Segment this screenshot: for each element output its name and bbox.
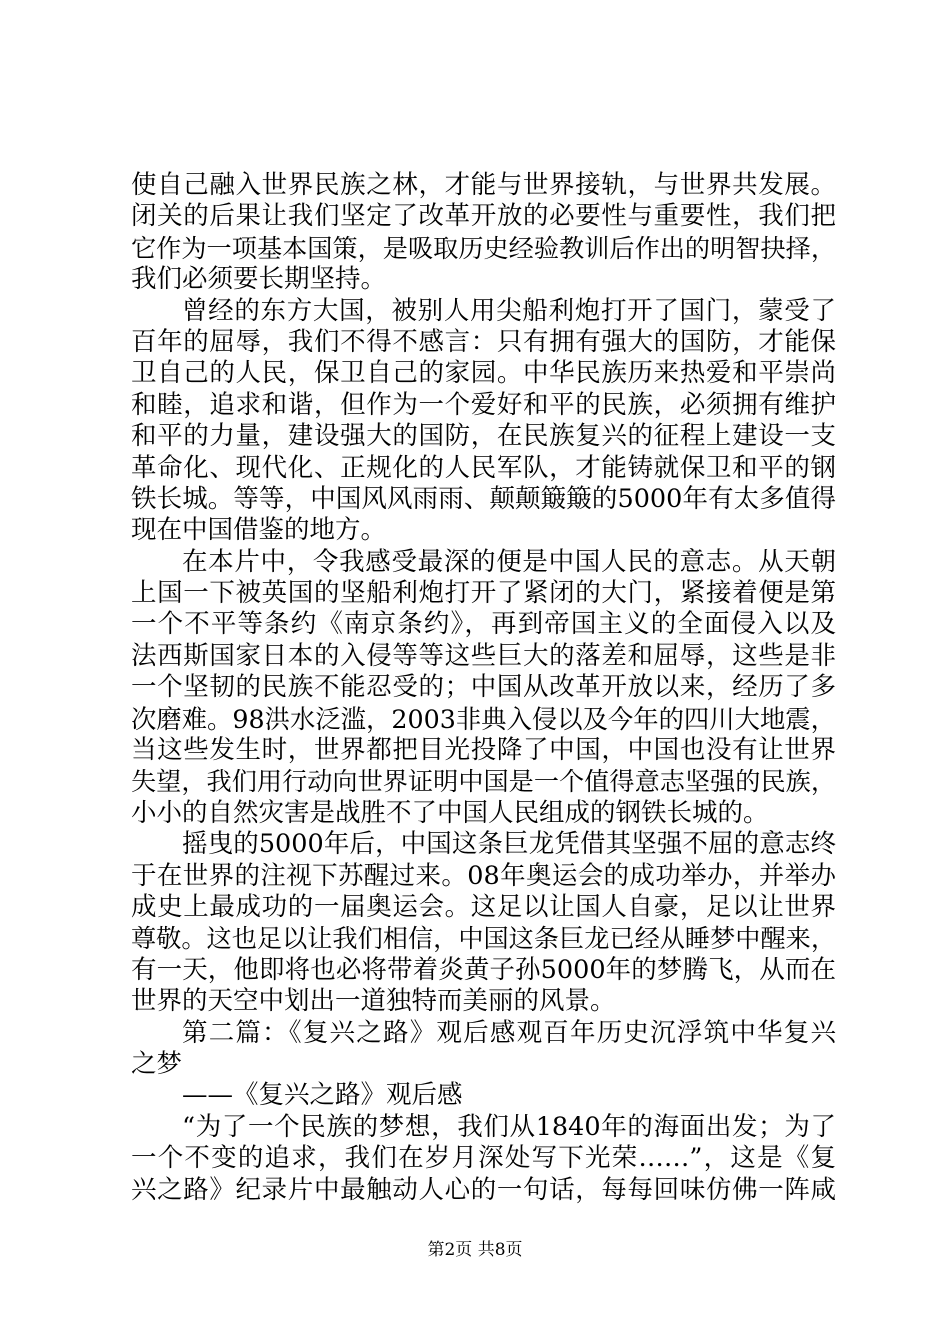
text-line: 于在世界的注视下苏醒过来。08年奥运会的成功举办，并举办 (131, 860, 836, 891)
paragraph-first-line: 摇曳的5000年后，中国这条巨龙凭借其坚强不屈的意志终 (182, 829, 836, 860)
text-line: 当这些发生时，世界都把目光投降了中国，中国也没有让世界 (131, 735, 836, 766)
text-line: 现在中国借鉴的地方。 (131, 515, 387, 546)
text-line: 上国一下被英国的坚船利炮打开了紧闭的大门，紧接着便是第 (131, 578, 836, 609)
text-line: 一个不变的追求，我们在岁月深处写下光荣……”，这是《复 (131, 1143, 836, 1174)
paragraph-first-line: 在本片中，令我感受最深的便是中国人民的意志。从天朝 (182, 546, 836, 577)
text-line: 我们必须要长期坚持。 (131, 264, 387, 295)
paragraph-first-line: “为了一个民族的梦想，我们从1840年的海面出发；为了 (182, 1111, 836, 1142)
text-line: 革命化、现代化、正规化的人民军队，才能铸就保卫和平的钢 (131, 452, 836, 483)
document-body (131, 170, 836, 1206)
text-line: 小小的自然灾害是战胜不了中国人民组成的钢铁长城的。 (131, 797, 769, 828)
text-line: 铁长城。等等，中国风风雨雨、颠颠簸簸的5000年有太多值得 (131, 483, 836, 514)
text-line: 百年的屈辱，我们不得不感言：只有拥有强大的国防，才能保 (131, 326, 836, 357)
text-line: 和睦，追求和谐，但作为一个爱好和平的民族，必须拥有维护 (131, 389, 836, 420)
text-line: 兴之路》纪录片中最触动人心的一句话，每每回味仿佛一阵咸 (131, 1174, 836, 1205)
text-line: 尊敬。这也足以让我们相信，中国这条巨龙已经从睡梦中醒来， (131, 924, 836, 954)
text-line: 有一天，他即将也必将带着炎黄子孙5000年的梦腾飞，从而在 (131, 954, 836, 985)
text-line: 一个不平等条约《南京条约》，再到帝国主义的全面侵入以及 (131, 609, 836, 640)
text-line: 闭关的后果让我们坚定了改革开放的必要性与重要性，我们把 (131, 201, 836, 232)
page-footer: 第2页 共8页 (427, 1240, 523, 1260)
text-line: 使自己融入世界民族之林，才能与世界接轨，与世界共发展。 (131, 170, 836, 200)
text-line: 成史上最成功的一届奥运会。这足以让国人自豪，足以让世界 (131, 891, 836, 922)
text-line: 一个坚韧的民族不能忍受的；中国从改革开放以来，经历了多 (131, 672, 836, 703)
section-heading: 第二篇：《复兴之路》观后感观百年历史沉浮筑中华复兴 (182, 1017, 836, 1048)
section-subtitle: ——《复兴之路》观后感 (182, 1080, 463, 1111)
text-line: 卫自己的人民，保卫自己的家园。中华民族历来热爱和平崇尚 (131, 358, 836, 389)
text-line: 和平的力量，建设强大的国防，在民族复兴的征程上建设一支 (131, 421, 836, 452)
text-line: 法西斯国家日本的入侵等等这些巨大的落差和屈辱，这些是非 (131, 640, 836, 671)
paragraph-first-line: 曾经的东方大国，被别人用尖船利炮打开了国门，蒙受了 (182, 295, 836, 326)
text-line: 次磨难。98洪水泛滥，2003非典入侵以及今年的四川大地震， (131, 703, 836, 734)
section-heading-continued: 之梦 (131, 1048, 183, 1079)
text-line: 它作为一项基本国策，是吸取历史经验教训后作出的明智抉择， (131, 233, 836, 263)
text-line: 世界的天空中划出一道独特而美丽的风景。 (131, 986, 616, 1017)
text-line: 失望，我们用行动向世界证明中国是一个值得意志坚强的民族， (131, 767, 836, 797)
